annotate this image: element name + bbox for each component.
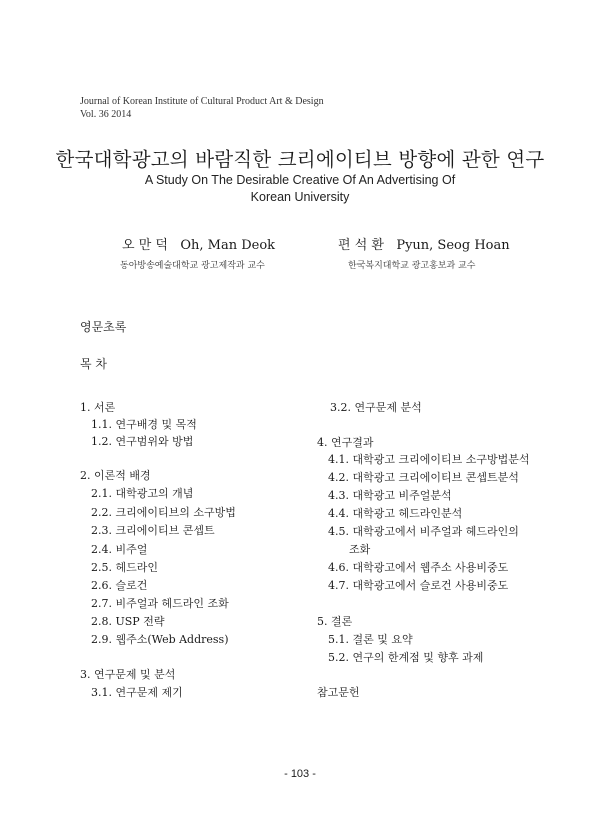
toc-item: 1.1. 연구배경 및 목적: [91, 418, 197, 431]
toc-item: 5.2. 연구의 한계점 및 향후 과제: [328, 651, 484, 664]
toc-item: 4.5. 대학광고에서 비주얼과 헤드라인의: [328, 525, 519, 538]
toc-item: 4.2. 대학광고 크리에이티브 콘셉트분석: [328, 471, 519, 484]
toc-item: 참고문헌: [317, 686, 360, 699]
author-1-affiliation: 동아방송예술대학교 광고제작과 교수: [120, 261, 265, 271]
toc-item: 3.2. 연구문제 분석: [330, 401, 422, 414]
toc-item: 1. 서론: [80, 401, 116, 414]
toc-item: 4.7. 대학광고에서 슬로건 사용비중도: [328, 579, 509, 592]
toc-item: 2.6. 슬로건: [91, 579, 148, 592]
toc-item: 2.1. 대학광고의 개념: [91, 487, 194, 500]
author-1-name: 오 만 덕 Oh, Man Deok: [122, 238, 276, 253]
title-english-line2: Korean University: [250, 190, 350, 204]
page-number: - 103 -: [284, 768, 316, 780]
journal-volume: Vol. 36 2014: [80, 109, 132, 120]
journal-header: [80, 95, 324, 121]
abstract-heading: 영문초록: [80, 320, 127, 334]
title-english: [0, 172, 600, 206]
toc-item: 3. 연구문제 및 분석: [80, 668, 176, 681]
author-2-name: 편 석 환 Pyun, Seog Hoan: [338, 238, 510, 253]
toc-item: 2.8. USP 전략: [91, 615, 165, 628]
toc-item: 2.9. 웹주소(Web Address): [91, 633, 229, 646]
author-2-affiliation: 한국복지대학교 광고홍보과 교수: [348, 261, 476, 271]
toc-item: 2.7. 비주얼과 헤드라인 조화: [91, 597, 229, 610]
toc-item: 2.5. 헤드라인: [91, 561, 158, 574]
toc-item: 4.4. 대학광고 헤드라인분석: [328, 507, 463, 520]
toc-item: 2. 이론적 배경: [80, 469, 151, 482]
toc-item: 1.2. 연구범위와 방법: [91, 435, 194, 448]
toc-item: 2.4. 비주얼: [91, 543, 148, 556]
toc-item: 4.3. 대학광고 비주얼분석: [328, 489, 452, 502]
title-korean: 한국대학광고의 바람직한 크리에이티브 방향에 관한 연구: [55, 148, 545, 171]
journal-name: Journal of Korean Institute of Cultural Product Art & Design: [80, 96, 324, 107]
toc-item: 5.1. 결론 및 요약: [328, 633, 413, 646]
toc-item: 4.1. 대학광고 크리에이티브 소구방법분석: [328, 453, 530, 466]
title-english-line1: A Study On The Desirable Creative Of An Advertising Of: [144, 173, 456, 187]
toc-item: 2.3. 크리에이티브 콘셉트: [91, 524, 215, 537]
toc-item: 5. 결론: [317, 615, 353, 628]
toc-item: 4. 연구결과: [317, 436, 374, 449]
toc-item: 2.2. 크리에이티브의 소구방법: [91, 506, 236, 519]
toc-item: 3.1. 연구문제 제기: [91, 686, 183, 699]
toc-item: 4.6. 대학광고에서 웹주소 사용비중도: [328, 561, 509, 574]
toc-item: 조화: [349, 543, 371, 556]
contents-heading: 목 차: [80, 357, 107, 371]
